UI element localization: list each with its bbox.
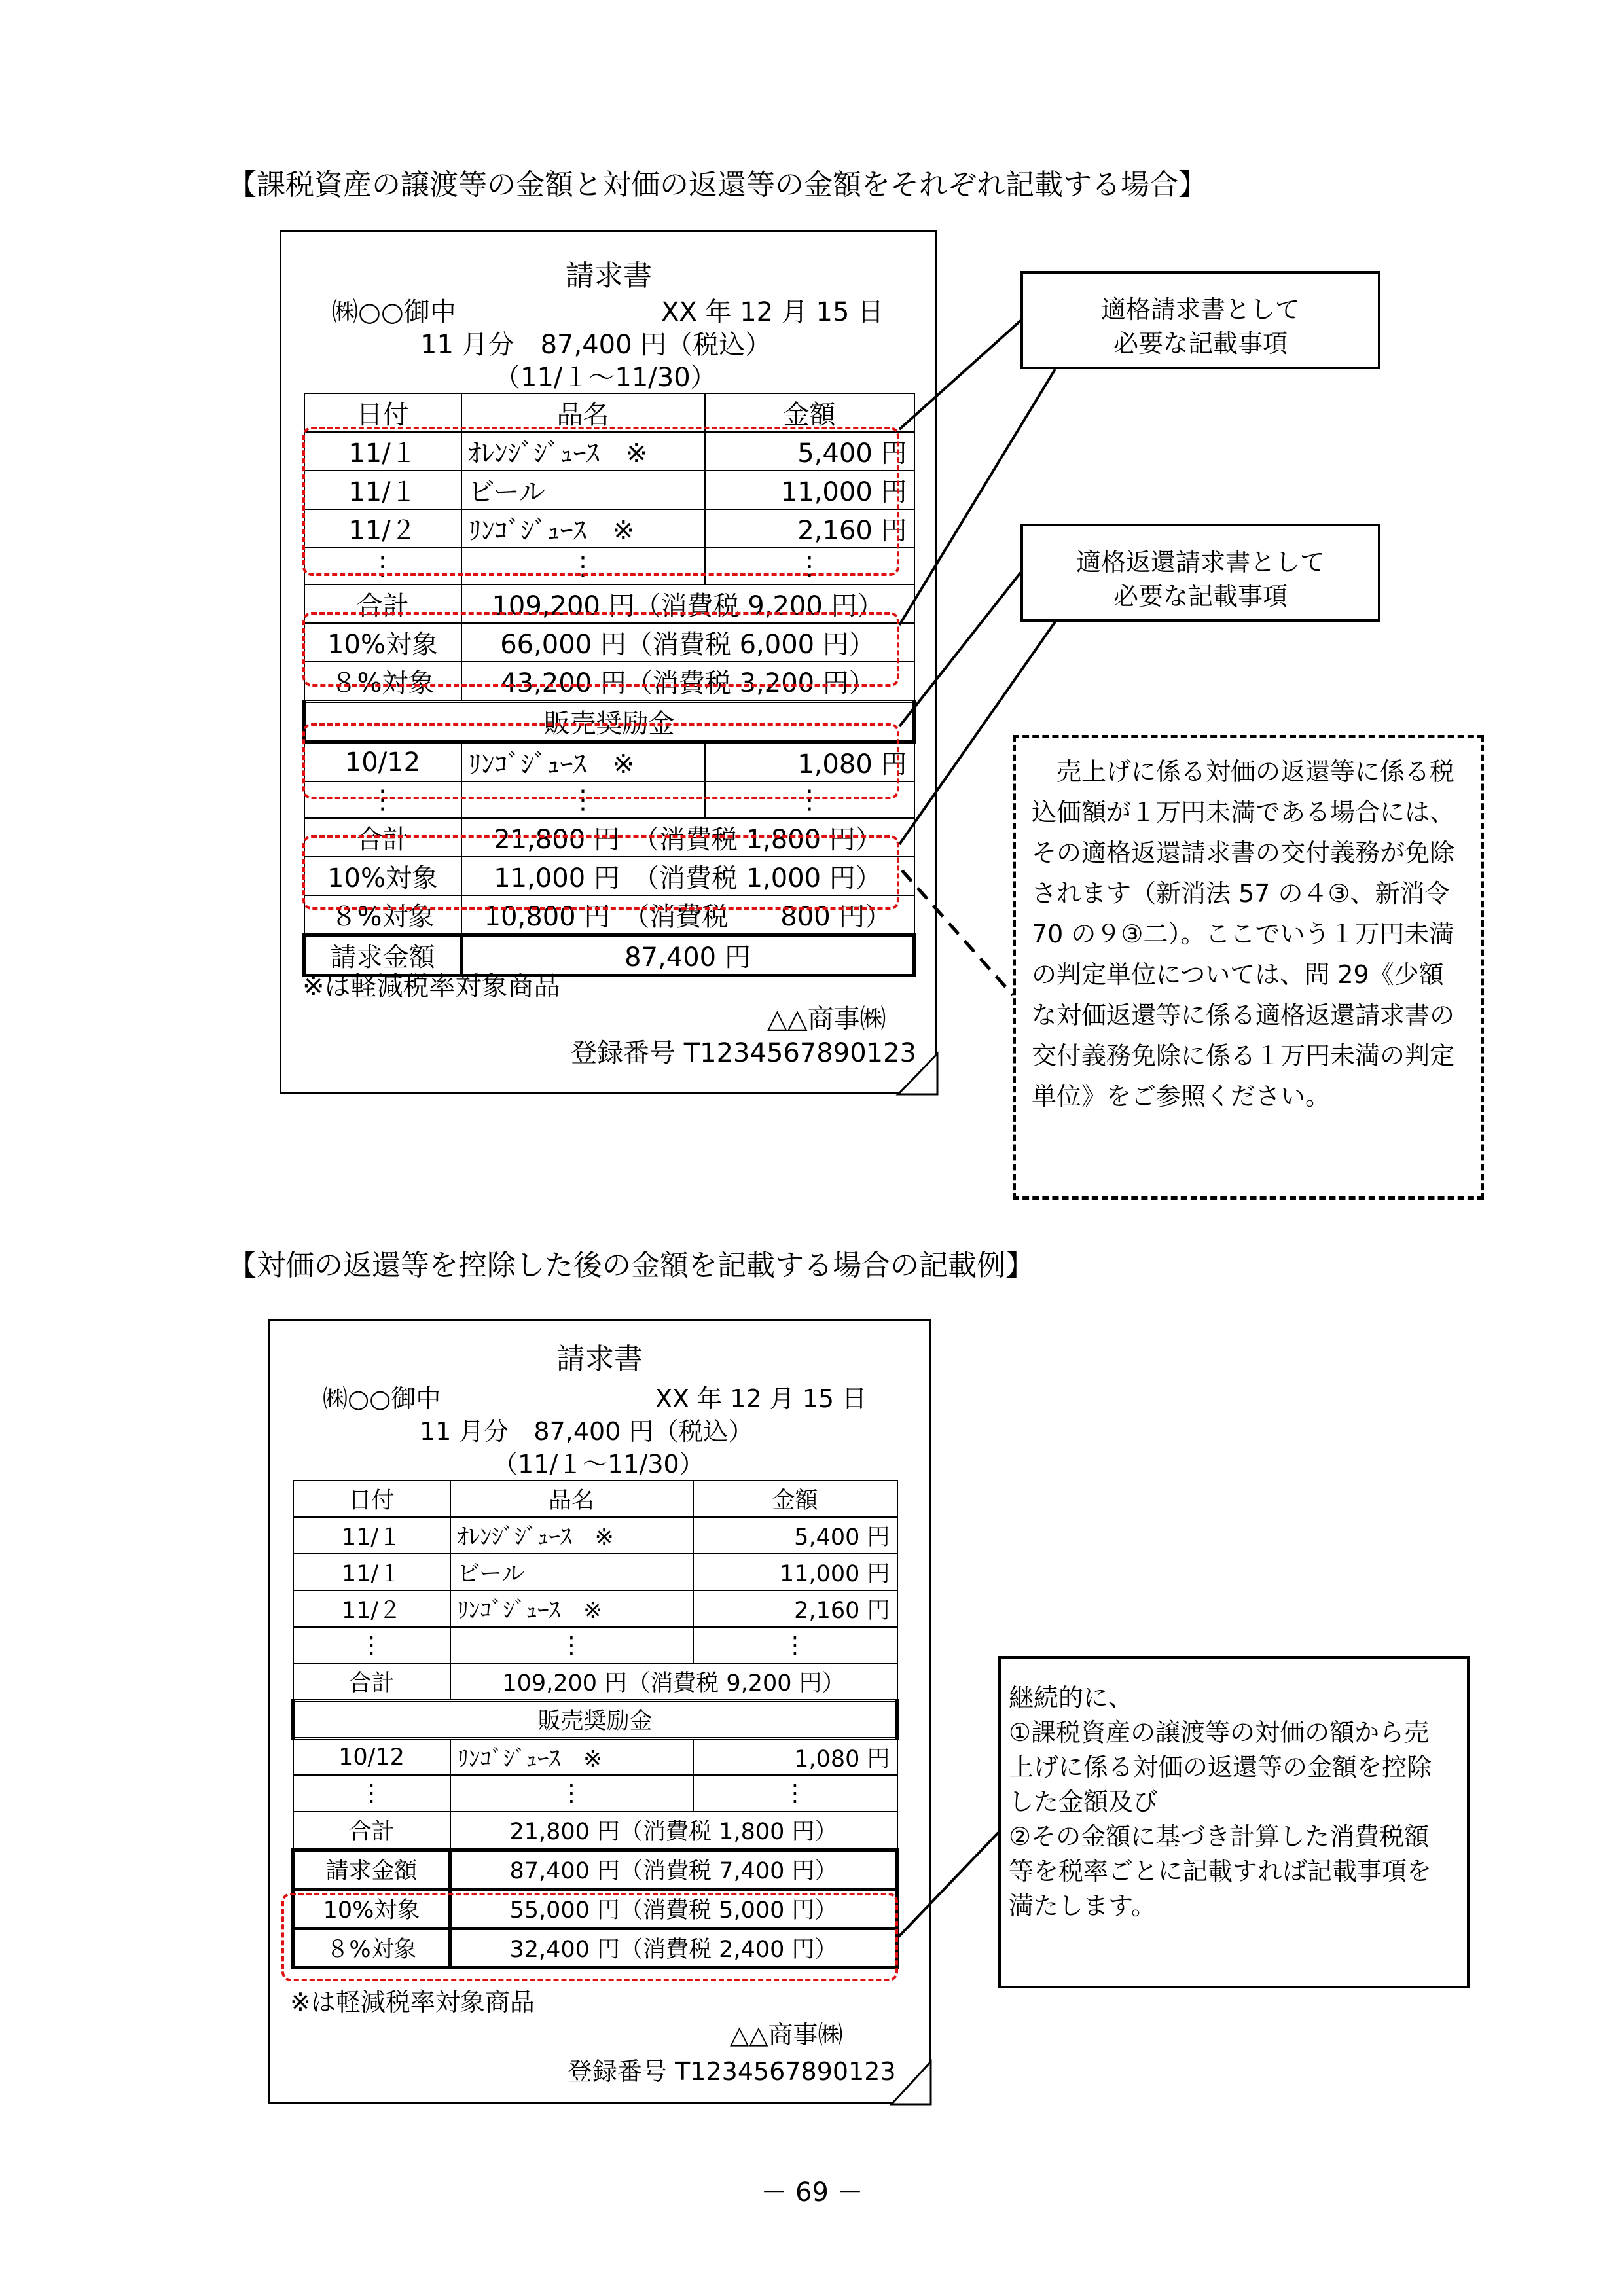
callout-line: 適格返還請求書として: [1075, 548, 1325, 577]
row-date: 11/１: [293, 1554, 450, 1590]
row-item: ビール: [450, 1554, 693, 1590]
exemption-note-text: 売上げに係る対価の返還等に係る税込価額が１万円未満である場合には、その適格返還請求書の交付義務が免除されます（新消法 57 の４③、新消令 70 の９③二）。ここでいう１万円未満の判定単位については、問 29《少額な対価返還等に係る適格返還請求書の交付義務免除に係る１万円未満の判定単位》をご参照ください。: [1032, 757, 1455, 1111]
invoice-title: 請求書: [556, 1342, 643, 1376]
invoice-title: 請求書: [566, 259, 652, 293]
invoice-date: XX 年 12 月 15 日: [655, 1384, 867, 1413]
return-total-value: 21,800 円（消費税 1,800 円）: [450, 1812, 897, 1850]
callout-line: 必要な記載事項: [1113, 329, 1288, 358]
row-date: ⋮: [293, 1627, 450, 1664]
invoice-period: （11/１～11/30）: [493, 1450, 704, 1479]
row-amount: 1,080 円: [705, 742, 914, 782]
row-amount: 5,400 円: [693, 1517, 897, 1554]
row-date: 11/１: [304, 432, 461, 471]
invoice-period: （11/１～11/30）: [494, 363, 717, 393]
recipient: ㈱○○御中: [332, 297, 456, 327]
row-item: ⋮: [450, 1627, 693, 1664]
total-label: 合計: [304, 584, 461, 623]
return-rate8-label: ８%対象: [304, 895, 461, 935]
row-item: ⋮: [450, 1775, 693, 1812]
row-date: ⋮: [293, 1775, 450, 1812]
connector-line: [898, 1833, 998, 1937]
row-item: ﾘﾝｺﾞｼﾞｭｰｽ ※: [450, 1590, 693, 1627]
header-date: 日付: [293, 1480, 450, 1517]
rate8-label: ８%対象: [293, 1928, 450, 1967]
page-number: － 69 －: [761, 2178, 863, 2208]
registration-number: 登録番号 T1234567890123: [568, 2057, 896, 2086]
section2-heading: 【対価の返還等を控除した後の金額を記載する場合の記載例】: [228, 1249, 1034, 1282]
row-item: ビール: [461, 471, 705, 509]
header-item: 品名: [450, 1480, 693, 1517]
billing-value: 87,400 円（消費税 7,400 円）: [450, 1850, 897, 1889]
row-amount: ⋮: [693, 1775, 897, 1812]
header-amount: 金額: [705, 393, 914, 432]
page-fold: [892, 2062, 931, 2104]
invoice-note: ※は軽減税率対象商品: [290, 1988, 535, 2017]
registration-number: 登録番号 T1234567890123: [571, 1038, 916, 1068]
invoice-summary: 11 月分 87,400 円（税込）: [420, 1417, 753, 1446]
rate10-value: 55,000 円（消費税 5,000 円）: [450, 1889, 897, 1928]
row-amount: 5,400 円: [705, 432, 914, 471]
row-item: ﾘﾝｺﾞｼﾞｭｰｽ ※: [461, 742, 705, 782]
return-rate10-label: 10%対象: [304, 857, 461, 895]
row-date: ⋮: [304, 781, 461, 818]
recipient: ㈱○○御中: [323, 1384, 441, 1413]
row-item: ｵﾚﾝｼﾞｼﾞｭｰｽ ※: [450, 1517, 693, 1554]
row-date: ⋮: [304, 548, 461, 584]
row-amount: 11,000 円: [705, 471, 914, 509]
issuer: △△商事㈱: [767, 1004, 886, 1034]
invoice-date: XX 年 12 月 15 日: [661, 297, 884, 327]
return-total-label: 合計: [293, 1812, 450, 1850]
incentive-label: 販売奨励金: [304, 702, 914, 742]
billing-value: 87,400 円: [461, 935, 914, 976]
header-date: 日付: [304, 393, 461, 432]
row-date: 10/12: [304, 742, 461, 782]
row-amount: 2,160 円: [693, 1590, 897, 1627]
rate10-label: 10%対象: [293, 1889, 450, 1928]
incentive-label: 販売奨励金: [293, 1700, 897, 1738]
callout-net-text: 継続的に、 ①課税資産の譲渡等の対価の額から売上げに係る対価の返還等の金額を控除した金額及び ②その金額に基づき計算した消費税額等を税率ごとに記載すれば記載事項を満たします。: [1009, 1683, 1432, 1920]
return-rate8-value: 10,800 円 （消費税 800 円）: [461, 895, 914, 935]
row-item: ｵﾚﾝｼﾞｼﾞｭｰｽ ※: [461, 432, 705, 471]
billing-label: 請求金額: [293, 1850, 450, 1889]
callout-line: 必要な記載事項: [1113, 582, 1288, 611]
rate8-value: 43,200 円（消費税 3,200 円）: [461, 662, 914, 702]
total-value: 109,200 円（消費税 9,200 円）: [450, 1664, 897, 1700]
row-amount: ⋮: [705, 548, 914, 584]
row-amount: ⋮: [693, 1627, 897, 1664]
rate8-value: 32,400 円（消費税 2,400 円）: [450, 1928, 897, 1967]
rate10-label: 10%対象: [304, 623, 461, 662]
row-date: 10/12: [293, 1738, 450, 1775]
rate10-value: 66,000 円（消費税 6,000 円）: [461, 623, 914, 662]
issuer: △△商事㈱: [730, 2020, 843, 2049]
row-date: 11/１: [293, 1517, 450, 1554]
header-amount: 金額: [693, 1480, 897, 1517]
total-label: 合計: [293, 1664, 450, 1700]
section1-heading: 【課税資産の譲渡等の金額と対価の返還等の金額をそれぞれ記載する場合】: [228, 168, 1207, 202]
row-item: ﾘﾝｺﾞｼﾞｭｰｽ ※: [461, 509, 705, 548]
callout-line: 適格請求書として: [1100, 295, 1300, 324]
row-date: 11/２: [293, 1590, 450, 1627]
connector-line: [899, 622, 1055, 844]
row-item: ⋮: [461, 548, 705, 584]
row-item: ⋮: [461, 781, 705, 818]
row-amount: 2,160 円: [705, 509, 914, 548]
return-total-value: 21,800 円 （消費税 1,800 円）: [461, 818, 914, 857]
row-date: 11/２: [304, 509, 461, 548]
connector-dashed-line: [902, 870, 1013, 995]
connector-line: [899, 321, 1020, 429]
row-date: 11/１: [304, 471, 461, 509]
row-amount: ⋮: [705, 781, 914, 818]
return-total-label: 合計: [304, 818, 461, 857]
return-rate10-value: 11,000 円 （消費税 1,000 円）: [461, 857, 914, 895]
row-amount: 1,080 円: [693, 1738, 897, 1775]
billing-label: 請求金額: [304, 935, 461, 976]
total-value: 109,200 円（消費税 9,200 円）: [461, 584, 914, 623]
invoice-summary: 11 月分 87,400 円（税込）: [420, 330, 772, 360]
row-item: ﾘﾝｺﾞｼﾞｭｰｽ ※: [450, 1738, 693, 1775]
row-amount: 11,000 円: [693, 1554, 897, 1590]
header-item: 品名: [461, 393, 705, 432]
invoice-note: ※は軽減税率対象商品: [302, 971, 560, 1001]
rate8-label: ８%対象: [304, 662, 461, 702]
page-fold: [898, 1054, 937, 1094]
